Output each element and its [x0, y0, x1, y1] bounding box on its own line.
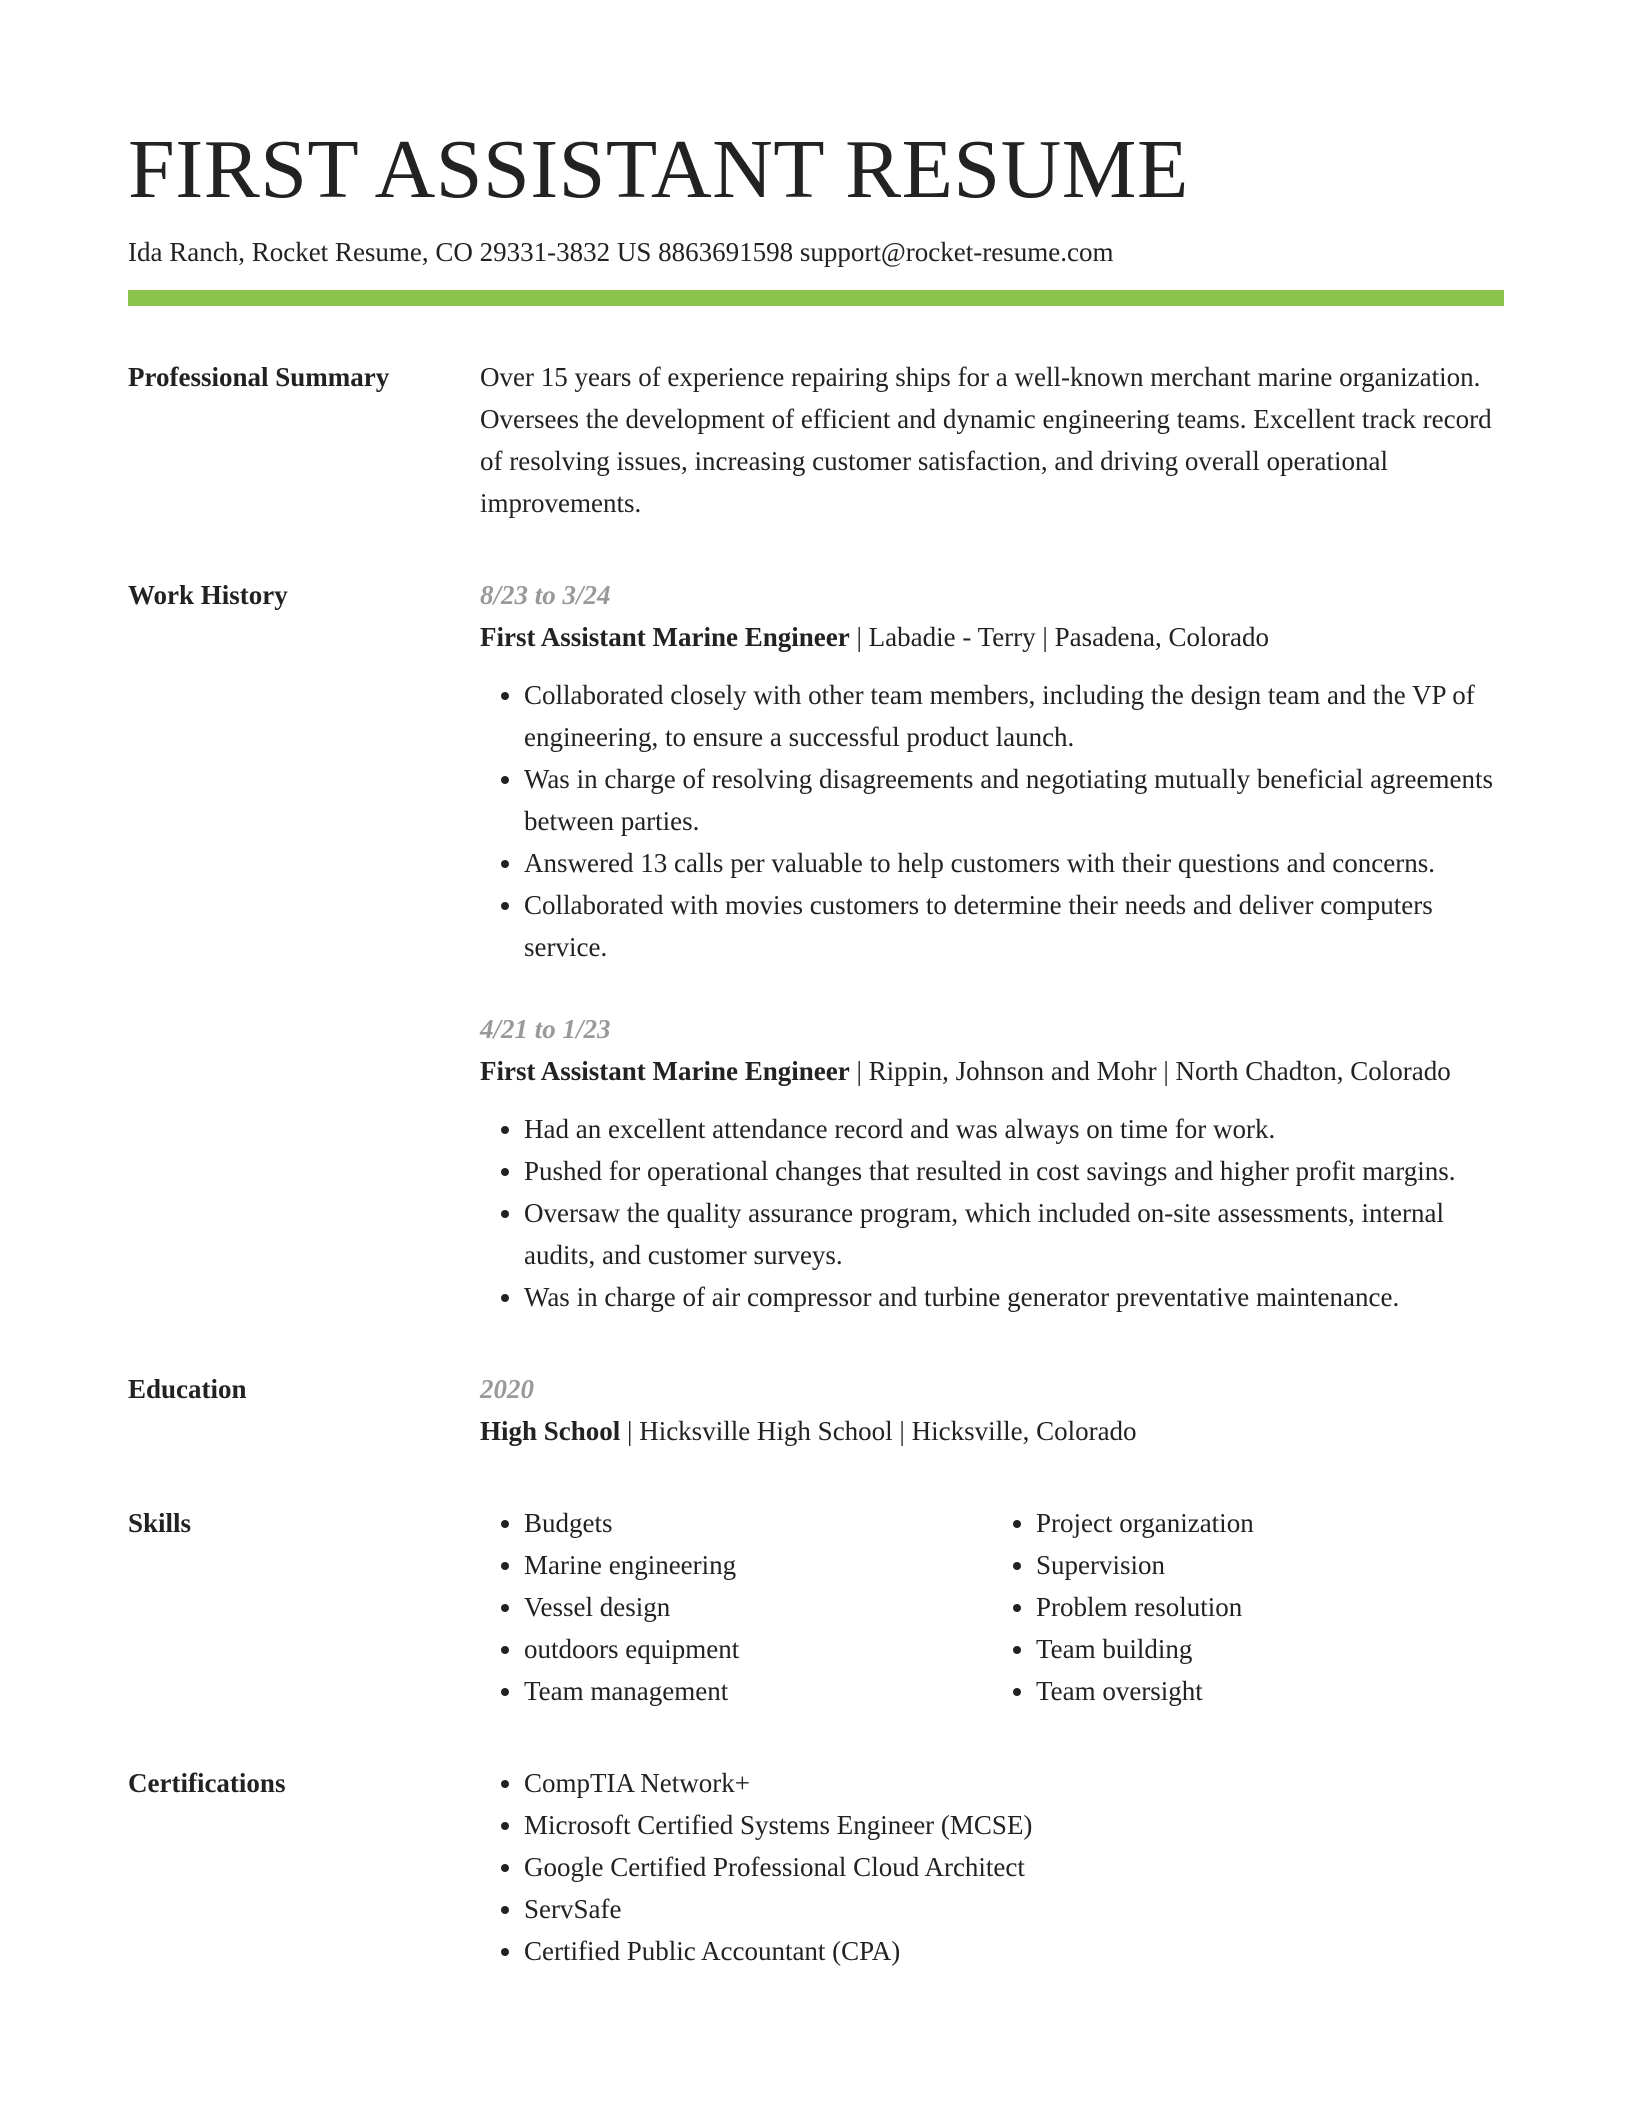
resume-page: [128, 120, 1504, 1972]
list-item: • Supervision: [1036, 1544, 1504, 1586]
list-item: • Oversaw the quality assurance program, which included on-site assessments, internal audits, and customer surveys.: [524, 1192, 1504, 1276]
list-item: • Pushed for operational changes that resulted in cost savings and higher profit margins.: [524, 1150, 1504, 1192]
certifications-list: [480, 1762, 1504, 1972]
job-heading: [480, 1050, 1504, 1092]
section-work-history: [128, 574, 1504, 1318]
list-item: • Certified Public Accountant (CPA): [524, 1930, 1504, 1972]
section-education: [128, 1368, 1504, 1452]
list-item: • Google Certified Professional Cloud Architect: [524, 1846, 1504, 1888]
list-item: • Team oversight: [1036, 1670, 1504, 1712]
education-year: 2020: [480, 1374, 534, 1404]
job-heading: [480, 616, 1504, 658]
job-dates: 8/23 to 3/24: [480, 580, 611, 610]
contact-line: Ida Ranch, Rocket Resume, CO 29331-3832 US 8863691598 support@rocket-resume.com: [128, 237, 1114, 267]
section-skills: [128, 1502, 1504, 1712]
list-item: • Collaborated with movies customers to determine their needs and deliver computers service.: [524, 884, 1504, 968]
list-item: • Project organization: [1036, 1502, 1504, 1544]
accent-divider: [128, 290, 1504, 306]
list-item: • Collaborated closely with other team members, including the design team and the VP of engineering, to ensure a successful product launch.: [524, 674, 1504, 758]
section-label: Work History: [128, 580, 288, 610]
section-label: Education: [128, 1374, 247, 1404]
job-entry: [480, 574, 1504, 968]
list-item: • Problem resolution: [1036, 1586, 1504, 1628]
list-item: • Answered 13 calls per valuable to help customers with their questions and concerns.: [524, 842, 1504, 884]
list-item: • Had an excellent attendance record and was always on time for work.: [524, 1108, 1504, 1150]
list-item: • Was in charge of air compressor and turbine generator preventative maintenance.: [524, 1276, 1504, 1318]
section-certifications: [128, 1762, 1504, 1972]
education-degree: High School: [480, 1416, 621, 1446]
list-item: • ServSafe: [524, 1888, 1504, 1930]
list-item: • Was in charge of resolving disagreements and negotiating mutually beneficial agreements between parties.: [524, 758, 1504, 842]
list-item: • Vessel design: [524, 1586, 992, 1628]
job-title: First Assistant Marine Engineer: [480, 1056, 850, 1086]
skills-list-left: [480, 1502, 992, 1712]
education-details: | Hicksville High School | Hicksville, Colorado: [620, 1416, 1137, 1446]
education-heading: [480, 1410, 1504, 1452]
list-item: • Team building: [1036, 1628, 1504, 1670]
job-bullets: [480, 1108, 1504, 1318]
list-item: • Marine engineering: [524, 1544, 992, 1586]
summary-text: Over 15 years of experience repairing ships for a well-known merchant marine organization. Oversees the development of efficient and dynamic engineering teams. Excellent track record of resolving issues, increasing customer satisfaction, and driving overall operational improvements.: [480, 362, 1492, 518]
list-item: • Budgets: [524, 1502, 992, 1544]
job-bullets: [480, 674, 1504, 968]
job-dates: 4/21 to 1/23: [480, 1014, 611, 1044]
job-entry: [480, 1008, 1504, 1318]
list-item: • Microsoft Certified Systems Engineer (MCSE): [524, 1804, 1504, 1846]
list-item: • CompTIA Network+: [524, 1762, 1504, 1804]
section-label: Professional Summary: [128, 362, 390, 392]
job-title: First Assistant Marine Engineer: [480, 622, 850, 652]
section-professional-summary: [128, 356, 1504, 524]
skills-list-right: [992, 1502, 1504, 1712]
section-label: Skills: [128, 1508, 192, 1538]
job-details: | Rippin, Johnson and Mohr | North Chadton, Colorado: [849, 1056, 1451, 1086]
section-label: Certifications: [128, 1768, 286, 1798]
list-item: • Team management: [524, 1670, 992, 1712]
job-details: | Labadie - Terry | Pasadena, Colorado: [849, 622, 1270, 652]
resume-title: FIRST ASSISTANT RESUME: [128, 123, 1189, 216]
list-item: • outdoors equipment: [524, 1628, 992, 1670]
